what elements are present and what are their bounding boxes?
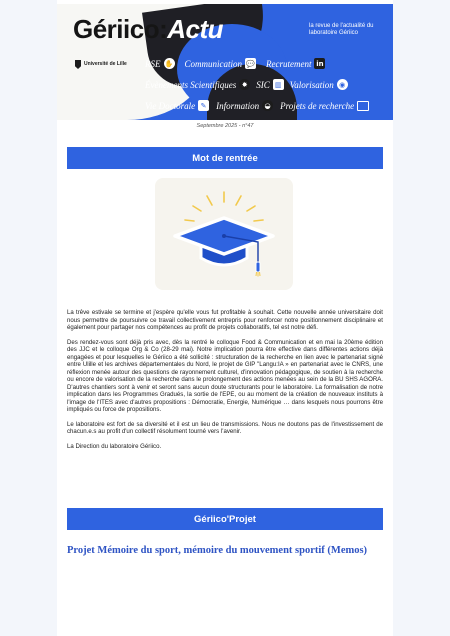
issue-date: Septembre 2025 - n°47 (196, 123, 254, 129)
intro-signature: La Direction du laboratoire Gériico. (67, 442, 162, 450)
nav-row-1 (145, 53, 390, 74)
nav-label: Communication (184, 58, 242, 69)
section-title-projects: Gériico'Projet (67, 508, 383, 530)
book-icon: ▥ (273, 79, 284, 90)
pen-icon: ✎ (198, 100, 209, 111)
nav-item-recrutement[interactable] (266, 58, 325, 69)
nav-label: Recrutement (266, 58, 312, 69)
project-title-link[interactable]: Projet Mémoire du sport, mémoire du mouvement sportif (Memos) (67, 545, 368, 556)
nav-item-projets[interactable] (280, 101, 369, 111)
tagline: la revue de l'actualité du laboratoire Gériico (309, 23, 374, 36)
nav-row-2 (145, 74, 390, 95)
brand-sub: Actu (167, 14, 224, 44)
handshake-icon: ✋ (164, 59, 174, 68)
university-name: Université de Lille (84, 60, 127, 67)
eye-icon: ◒ (262, 100, 273, 111)
nav-item-vie-doctorale[interactable] (145, 100, 209, 111)
newsletter-logo (73, 14, 223, 45)
nav-item-communication[interactable] (185, 58, 257, 69)
intro-paragraph-1: La trêve estivale se termine et j'espère qu'elle vous fut profitable à souhait. Cette nouvelle année universitaire doit nous permettre de poursuivre ce travail collectivement entrepris pour renforcer notre positionnement disciplinaire et également pour partager nos compétences au profit de projets collaboratifs, tel est notre défi. (67, 309, 383, 331)
nav-item-rse[interactable] (145, 58, 175, 69)
nav-label: Évènements Scientifiques (145, 79, 237, 90)
nav-item-sic[interactable] (256, 79, 284, 90)
category-nav (145, 53, 390, 116)
nav-item-evenements[interactable] (145, 79, 250, 90)
intro-paragraph-2: Des rendez-vous sont déjà pris avec, dès la rentré le colloque Food & Communication et en mai la 20ème édition des JJC et le colloque Org & Co (28-29 mai). Notre implication pourra être effective dans différentes actions déjà engagées et pour lesquelles le Gériico a été sollicité : structuration de la recherche en lien avec le partenariat signé entre Ulille et les archives départementales du Nord, le projet de GIP "Langu:IA » en partenariat avec le CNRS, une réflexion menée autour des questions de rayonnement culturel, d'innovation pédagogique, de soutien à la recherche ou encore de valorisation de la recherche dans le prolongement des actions menées au sein de la BU SHS AGORA. D'autres chantiers sont à venir et seront sans aucun doute structurants pour le laboratoire. La formalisation de notre implication dans les Programmes Gradués, la sortie de l'EPE, ou au moment de la création de nouveaux instituts à l'image de l'ITES avec d'autres propositions : Démocratie, Energie, Numérique … dans lesquels nous pourrons être impliqués ou force de propositions. (67, 338, 383, 413)
chat-icon: 💬 (246, 59, 255, 68)
header-banner (57, 4, 393, 120)
university-shield-icon (75, 60, 81, 69)
nav-label: RSE (145, 58, 161, 69)
linkedin-icon: in (316, 59, 324, 68)
intro-text (67, 309, 383, 450)
intro-paragraph-3: Le laboratoire est fort de sa diversité et il est un lieu de transmissions. Nous ne doutons pas de l'investissement de chacun.e.s au profit d'un collectif résolument tourné vers l'avenir. (67, 420, 383, 435)
graduation-cap-icon (155, 178, 293, 290)
nav-label: Vie Doctorale (145, 100, 196, 111)
nav-label: SIC (256, 79, 270, 90)
target-icon: ◉ (337, 79, 348, 90)
star-icon: ✸ (239, 79, 250, 90)
nav-label: Projets de recherche (280, 100, 355, 111)
nav-label: Valorisation (289, 79, 334, 90)
brand-colon: : (159, 14, 168, 44)
nav-item-information[interactable] (216, 100, 273, 111)
nav-row-3 (145, 95, 390, 116)
graduation-cap-illustration (155, 178, 293, 290)
folder-icon (357, 101, 369, 111)
brand-main: Gériico (73, 14, 160, 44)
section-title-intro: Mot de rentrée (67, 147, 383, 169)
nav-label: Information (216, 100, 260, 111)
nav-item-valorisation[interactable] (290, 79, 348, 90)
university-logo (75, 60, 127, 69)
